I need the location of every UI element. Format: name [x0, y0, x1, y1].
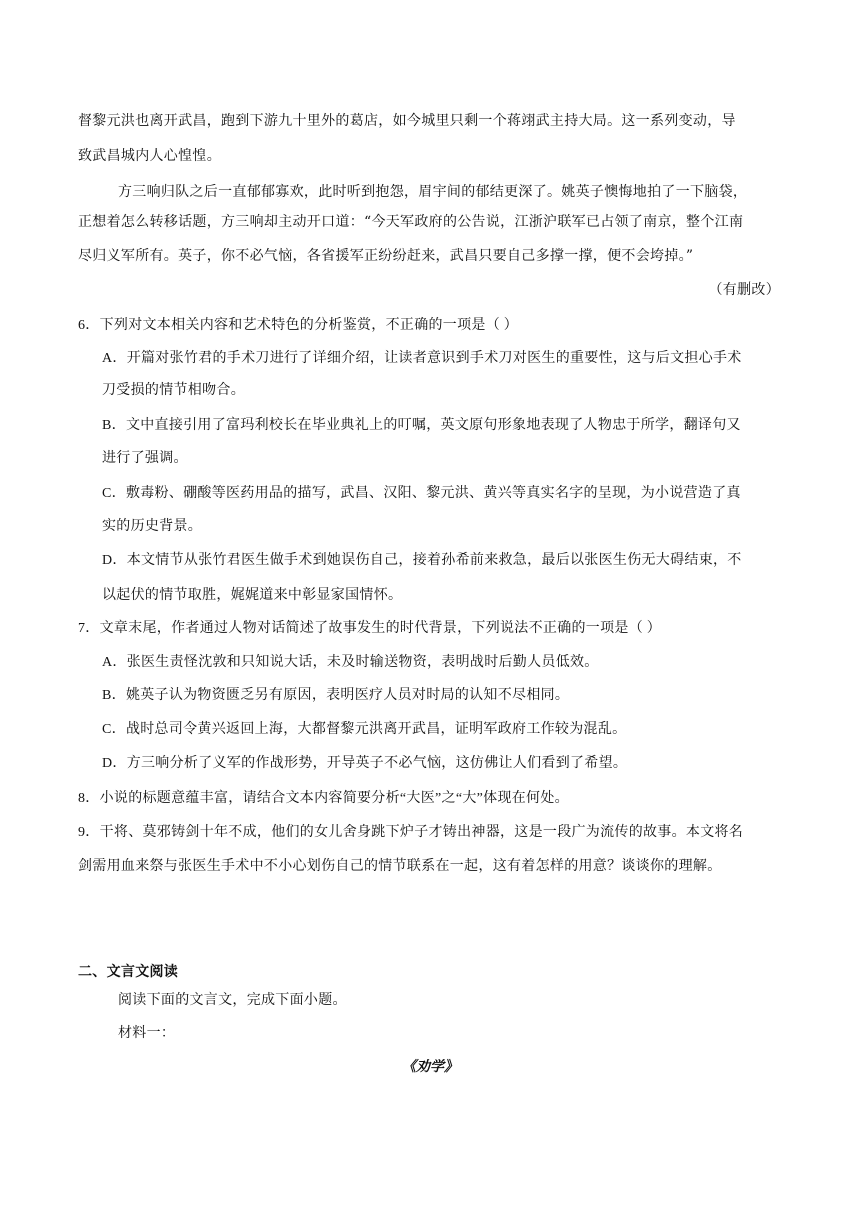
passage-line: 尽归义军所有。英子，你不必气恼，各省援军正纷纷赶来，武昌只要自己多撑一撑，便不会垮掉。” [78, 248, 694, 264]
question-6-stem: 6．下列对文本相关内容和艺术特色的分析鉴赏，不正确的一项是（ ） [78, 318, 519, 333]
question-6-option-a-cont: 刀受损的情节相吻合。 [102, 383, 245, 398]
passage-line: 致武昌城内人心惶惶。 [78, 148, 221, 164]
question-7-stem: 7．文章末尾，作者通过人物对话简述了故事发生的时代背景，下列说法不正确的一项是（ ） [78, 621, 662, 636]
question-6-option-d: D．本文情节从张竹君医生做手术到她误伤自己，接着孙希前来救急，最后以张医生伤无大碍结束，不 [102, 553, 742, 568]
passage-paragraph-start: 方三响归队之后一直郁郁寡欢，此时听到抱怨，眉宇间的郁结更深了。姚英子懊悔地拍了一下脑袋， [118, 184, 748, 200]
question-9-stem: 9．干将、莫邪铸剑十年不成，他们的女儿舍身跳下炉子才铸出神器，这是一段广为流传的故事。本文将名 [78, 825, 744, 840]
classical-text-title: 《劝学》 [402, 1059, 458, 1075]
question-8-stem: 8．小说的标题意蕴丰富，请结合文本内容简要分析“大医”之“大”体现在何处。 [78, 791, 569, 806]
section-instruction: 阅读下面的文言文，完成下面小题。 [118, 993, 347, 1008]
question-6-option-d-cont: 以起伏的情节取胜，娓娓道来中彰显家国情怀。 [102, 588, 403, 603]
question-6-option-b: B．文中直接引用了富玛利校长在毕业典礼上的叮嘱，英文原句形象地表现了人物忠于所学，翻译句又 [102, 418, 741, 433]
section-heading: 二、文言文阅读 [78, 964, 179, 980]
question-9-stem-cont: 剑需用血来祭与张医生手术中不小心划伤自己的情节联系在一起，这有着怎样的用意？谈谈你的理解。 [78, 859, 722, 874]
question-6-option-c: C．敷毒粉、硼酸等医药用品的描写，武昌、汉阳、黎元洪、黄兴等真实名字的呈现，为小说营造了真 [102, 486, 741, 501]
question-6-option-b-cont: 进行了强调。 [102, 451, 188, 466]
passage-line: 正想着怎么转移话题，方三响却主动开口道：“今天军政府的公告说，江浙沪联军已占领了南京，整个江南 [78, 214, 744, 230]
question-6-option-c-cont: 实的历史背景。 [102, 519, 203, 534]
question-6-option-a: A．开篇对张竹君的手术刀进行了详细介绍，让读者意识到手术刀对医生的重要性，这与后文担心手术 [102, 351, 742, 366]
question-7-option-c: C．战时总司令黄兴返回上海，大都督黎元洪离开武昌，证明军政府工作较为混乱。 [102, 722, 627, 737]
question-7-option-a: A．张医生责怪沈敦和只知说大话，未及时输送物资，表明战时后勤人员低效。 [102, 655, 599, 670]
question-7-option-b: B．姚英子认为物资匮乏另有原因，表明医疗人员对时局的认知不尽相同。 [102, 688, 570, 703]
question-7-option-d: D．方三响分析了义军的作战形势，开导英子不必气恼，这仿佛让人们看到了希望。 [102, 756, 628, 771]
source-note: （有删改） [708, 282, 780, 298]
material-label: 材料一： [118, 1026, 176, 1041]
passage-line: 督黎元洪也离开武昌，跑到下游九十里外的葛店，如今城里只剩一个蒋翊武主持大局。这一系列变动，导 [78, 113, 736, 129]
